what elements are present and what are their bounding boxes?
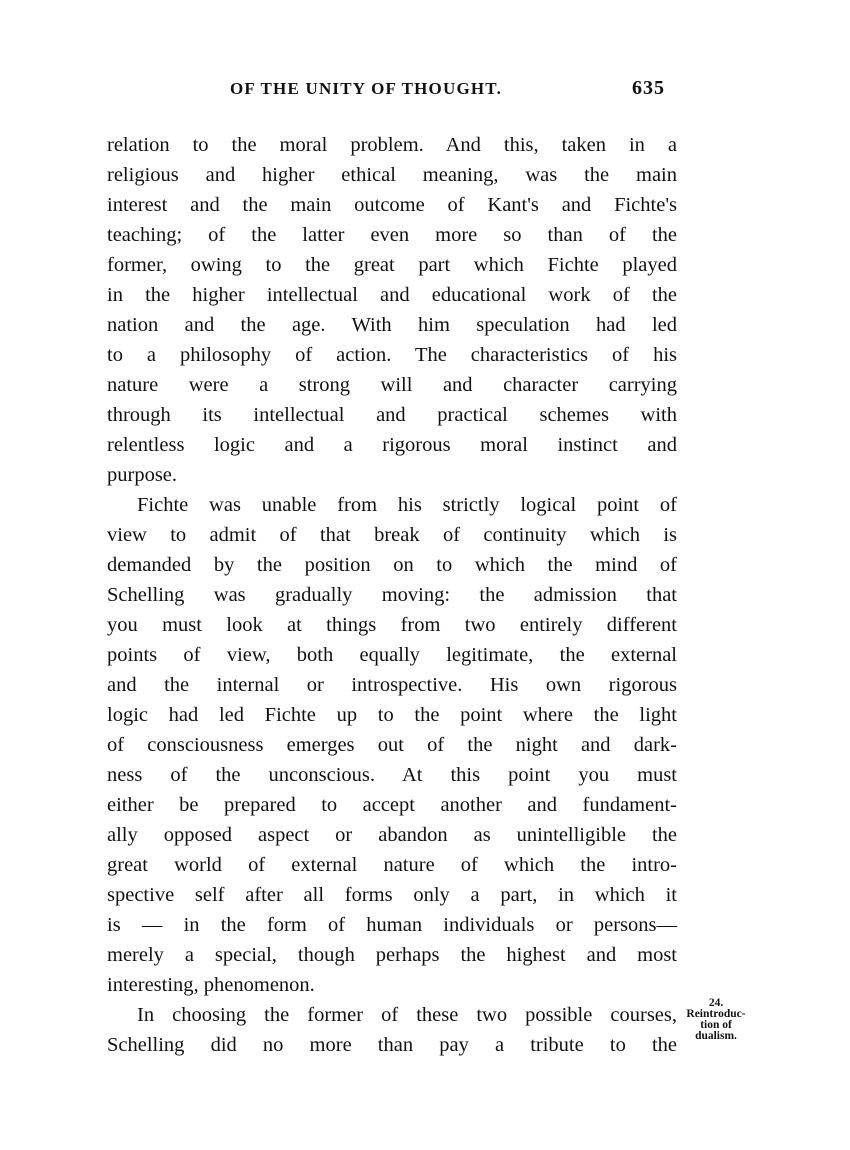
text-line: points of view, both equally legitimate, the external xyxy=(107,644,677,666)
text-line: either be prepared to accept another and fundament- xyxy=(107,794,677,816)
text-line: interesting, phenomenon. xyxy=(107,974,315,996)
text-line: purpose. xyxy=(107,464,178,486)
margin-note-line: dualism. xyxy=(695,1030,737,1042)
text-line: merely a special, though perhaps the highest and most xyxy=(107,944,677,966)
text-line: ally opposed aspect or abandon as unintelligible the xyxy=(107,824,677,846)
text-line: to a philosophy of action. The characteristics of his xyxy=(107,344,677,366)
text-line: relentless logic and a rigorous moral instinct and xyxy=(107,434,677,456)
text-line: interest and the main outcome of Kant's and Fichte's xyxy=(107,194,677,216)
text-line: spective self after all forms only a part, in which it xyxy=(107,884,677,906)
text-line: nature were a strong will and character carrying xyxy=(107,374,677,396)
margin-note xyxy=(680,998,752,1042)
paragraph-2 xyxy=(107,490,677,1000)
body-text xyxy=(107,130,677,1060)
text-line: In choosing the former of these two possible courses, xyxy=(137,1004,677,1026)
text-line: in the higher intellectual and educational work of the xyxy=(107,284,677,306)
text-line: ness of the unconscious. At this point you must xyxy=(107,764,677,786)
margin-note-line: tion of xyxy=(700,1019,732,1031)
paragraph-1 xyxy=(107,130,677,490)
text-line: is — in the form of human individuals or persons— xyxy=(107,914,677,936)
text-line: Schelling did no more than pay a tribute to the xyxy=(107,1034,677,1056)
text-line: great world of external nature of which the intro- xyxy=(107,854,677,876)
text-line: nation and the age. With him speculation had led xyxy=(107,314,677,336)
page-number: 635 xyxy=(632,77,665,99)
paragraph-3 xyxy=(107,1000,677,1060)
running-head-title: OF THE UNITY OF THOUGHT. xyxy=(230,79,503,98)
text-line: and the internal or introspective. His own rigorous xyxy=(107,674,677,696)
text-line: through its intellectual and practical schemes with xyxy=(107,404,677,426)
margin-note-number: 24. xyxy=(708,997,724,1009)
text-line: demanded by the position on to which the mind of xyxy=(107,554,677,576)
text-line: view to admit of that break of continuity which is xyxy=(107,524,677,546)
text-line: logic had led Fichte up to the point where the light xyxy=(107,704,677,726)
text-line: Fichte was unable from his strictly logical point of xyxy=(137,494,677,516)
text-line: teaching; of the latter even more so than of the xyxy=(107,224,677,246)
text-line: Schelling was gradually moving: the admission that xyxy=(107,584,677,606)
text-line: of consciousness emerges out of the night and dark- xyxy=(107,734,677,756)
text-line: relation to the moral problem. And this, taken in a xyxy=(107,134,677,156)
margin-note-line: Reintroduc- xyxy=(686,1008,746,1020)
text-line: you must look at things from two entirely different xyxy=(107,614,677,636)
text-line: former, owing to the great part which Fichte played xyxy=(107,254,677,276)
text-line: religious and higher ethical meaning, was the main xyxy=(107,164,677,186)
